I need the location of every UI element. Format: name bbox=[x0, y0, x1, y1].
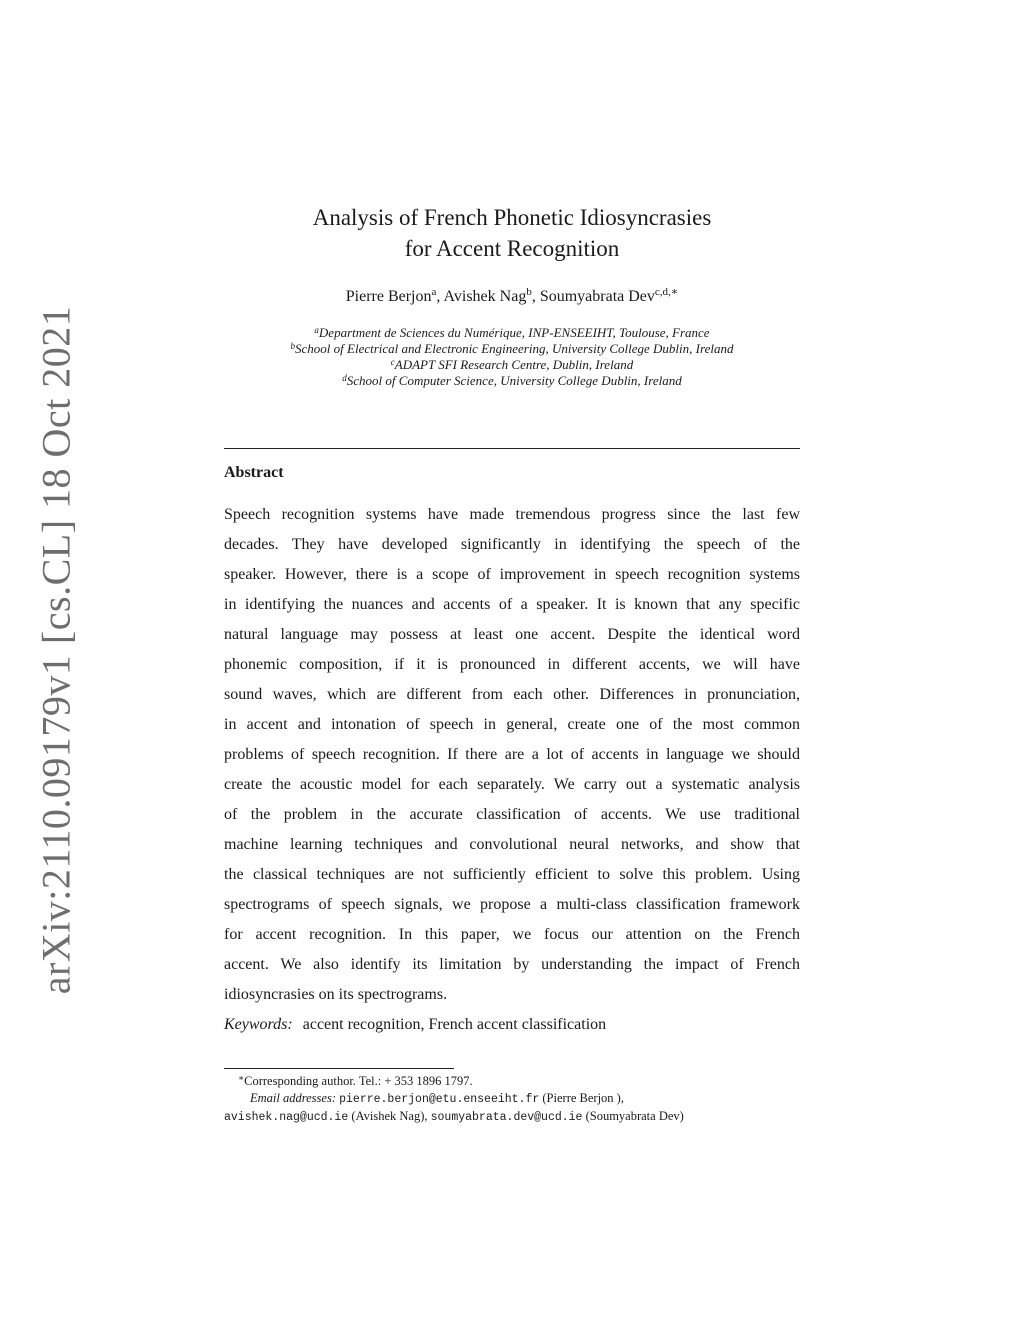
email-line-1 bbox=[224, 1090, 800, 1108]
corresponding-text: Corresponding author. Tel.: + 353 1896 1797. bbox=[244, 1074, 473, 1088]
abstract-line: spectrograms of speech signals, we propose a multi-class classification framework bbox=[224, 896, 800, 913]
email-owner: (Pierre Berjon ), bbox=[539, 1091, 624, 1105]
corresponding-author-note bbox=[224, 1073, 800, 1090]
author-affil-mark: b bbox=[526, 286, 532, 298]
abstract-line: machine learning techniques and convolutional neural networks, and show that bbox=[224, 836, 800, 853]
affiliation-item bbox=[0, 325, 1024, 341]
abstract-divider bbox=[224, 448, 800, 449]
email-line-2 bbox=[224, 1108, 800, 1126]
footnote-divider bbox=[224, 1068, 454, 1069]
affiliation-item bbox=[0, 373, 1024, 389]
abstract-line: in identifying the nuances and accents of a speaker. It is known that any specific bbox=[224, 596, 800, 613]
abstract-line: create the acoustic model for each separately. We carry out a systematic analysis bbox=[224, 776, 800, 793]
email-link[interactable]: pierre.berjon@etu.enseeiht.fr bbox=[339, 1093, 540, 1106]
arxiv-identifier-stamp: arXiv:2110.09179v1 [cs.CL] 18 Oct 2021 bbox=[33, 305, 79, 995]
affiliation-item bbox=[0, 341, 1024, 357]
email-link[interactable]: soumyabrata.dev@ucd.ie bbox=[430, 1111, 583, 1124]
author-name: Soumyabrata Dev bbox=[539, 288, 655, 305]
affiliation-text: School of Computer Science, University College Dublin, Ireland bbox=[346, 373, 682, 388]
abstract-line: accent. We also identify its limitation by understanding the impact of French bbox=[224, 956, 800, 973]
affiliation-mark: b bbox=[290, 341, 296, 351]
keywords-text: accent recognition, French accent classification bbox=[302, 1016, 607, 1033]
footnotes bbox=[224, 1073, 800, 1126]
abstract-line: idiosyncrasies on its spectrograms. bbox=[224, 986, 448, 1003]
author-separator: , bbox=[436, 288, 444, 305]
affiliation-text: ADAPT SFI Research Centre, Dublin, Ireland bbox=[394, 357, 634, 372]
abstract-heading: Abstract bbox=[224, 464, 284, 481]
author-affil-mark: c,d,∗ bbox=[654, 286, 679, 298]
abstract-line: decades. They have developed significantly in identifying the speech of the bbox=[224, 536, 800, 553]
affiliation-text: School of Electrical and Electronic Engineering, University College Dublin, Ireland bbox=[295, 341, 734, 356]
affiliation-list bbox=[0, 325, 1024, 389]
keywords bbox=[224, 1016, 606, 1034]
corresponding-mark: ∗ bbox=[238, 1073, 245, 1083]
paper-title bbox=[0, 202, 1024, 264]
abstract-line: natural language may possess at least one accent. Despite the identical word bbox=[224, 626, 800, 643]
author-name: Avishek Nag bbox=[443, 288, 527, 305]
author-affil-mark: a bbox=[431, 286, 437, 298]
abstract-line: in accent and intonation of speech in general, create one of the most common bbox=[224, 716, 800, 733]
author-separator: , bbox=[531, 288, 540, 305]
abstract-line: Speech recognition systems have made tremendous progress since the last few bbox=[224, 506, 800, 523]
abstract-line: problems of speech recognition. If there are a lot of accents in language we should bbox=[224, 746, 800, 763]
abstract-line: for accent recognition. In this paper, we focus our attention on the French bbox=[224, 926, 800, 943]
email-link[interactable]: avishek.nag@ucd.ie bbox=[224, 1111, 349, 1124]
author-name: Pierre Berjon bbox=[345, 288, 432, 305]
email-owner: (Soumyabrata Dev) bbox=[582, 1109, 684, 1123]
author-list bbox=[0, 288, 1024, 306]
affiliation-mark: c bbox=[390, 357, 395, 367]
abstract-body bbox=[224, 500, 800, 1010]
abstract-line: speaker. However, there is a scope of improvement in speech recognition systems bbox=[224, 566, 800, 583]
affiliation-mark: a bbox=[314, 325, 319, 335]
affiliation-mark: d bbox=[342, 373, 347, 383]
abstract-line: phonemic composition, if it is pronounced in different accents, we will have bbox=[224, 656, 800, 673]
keywords-label: Keywords: bbox=[224, 1016, 293, 1033]
email-label: Email addresses: bbox=[250, 1091, 336, 1105]
title-line-1: Analysis of French Phonetic Idiosyncrasies bbox=[312, 205, 712, 230]
affiliation-text: Department de Sciences du Numérique, INP-ENSEEIHT, Toulouse, France bbox=[318, 325, 710, 340]
abstract-line: sound waves, which are different from each other. Differences in pronunciation, bbox=[224, 686, 800, 703]
abstract-line: the classical techniques are not sufficiently efficient to solve this problem. Using bbox=[224, 866, 800, 883]
title-line-2: for Accent Recognition bbox=[404, 236, 620, 261]
email-owner: (Avishek Nag), bbox=[348, 1109, 431, 1123]
affiliation-item bbox=[0, 357, 1024, 373]
abstract-line: of the problem in the accurate classification of accents. We use traditional bbox=[224, 806, 800, 823]
